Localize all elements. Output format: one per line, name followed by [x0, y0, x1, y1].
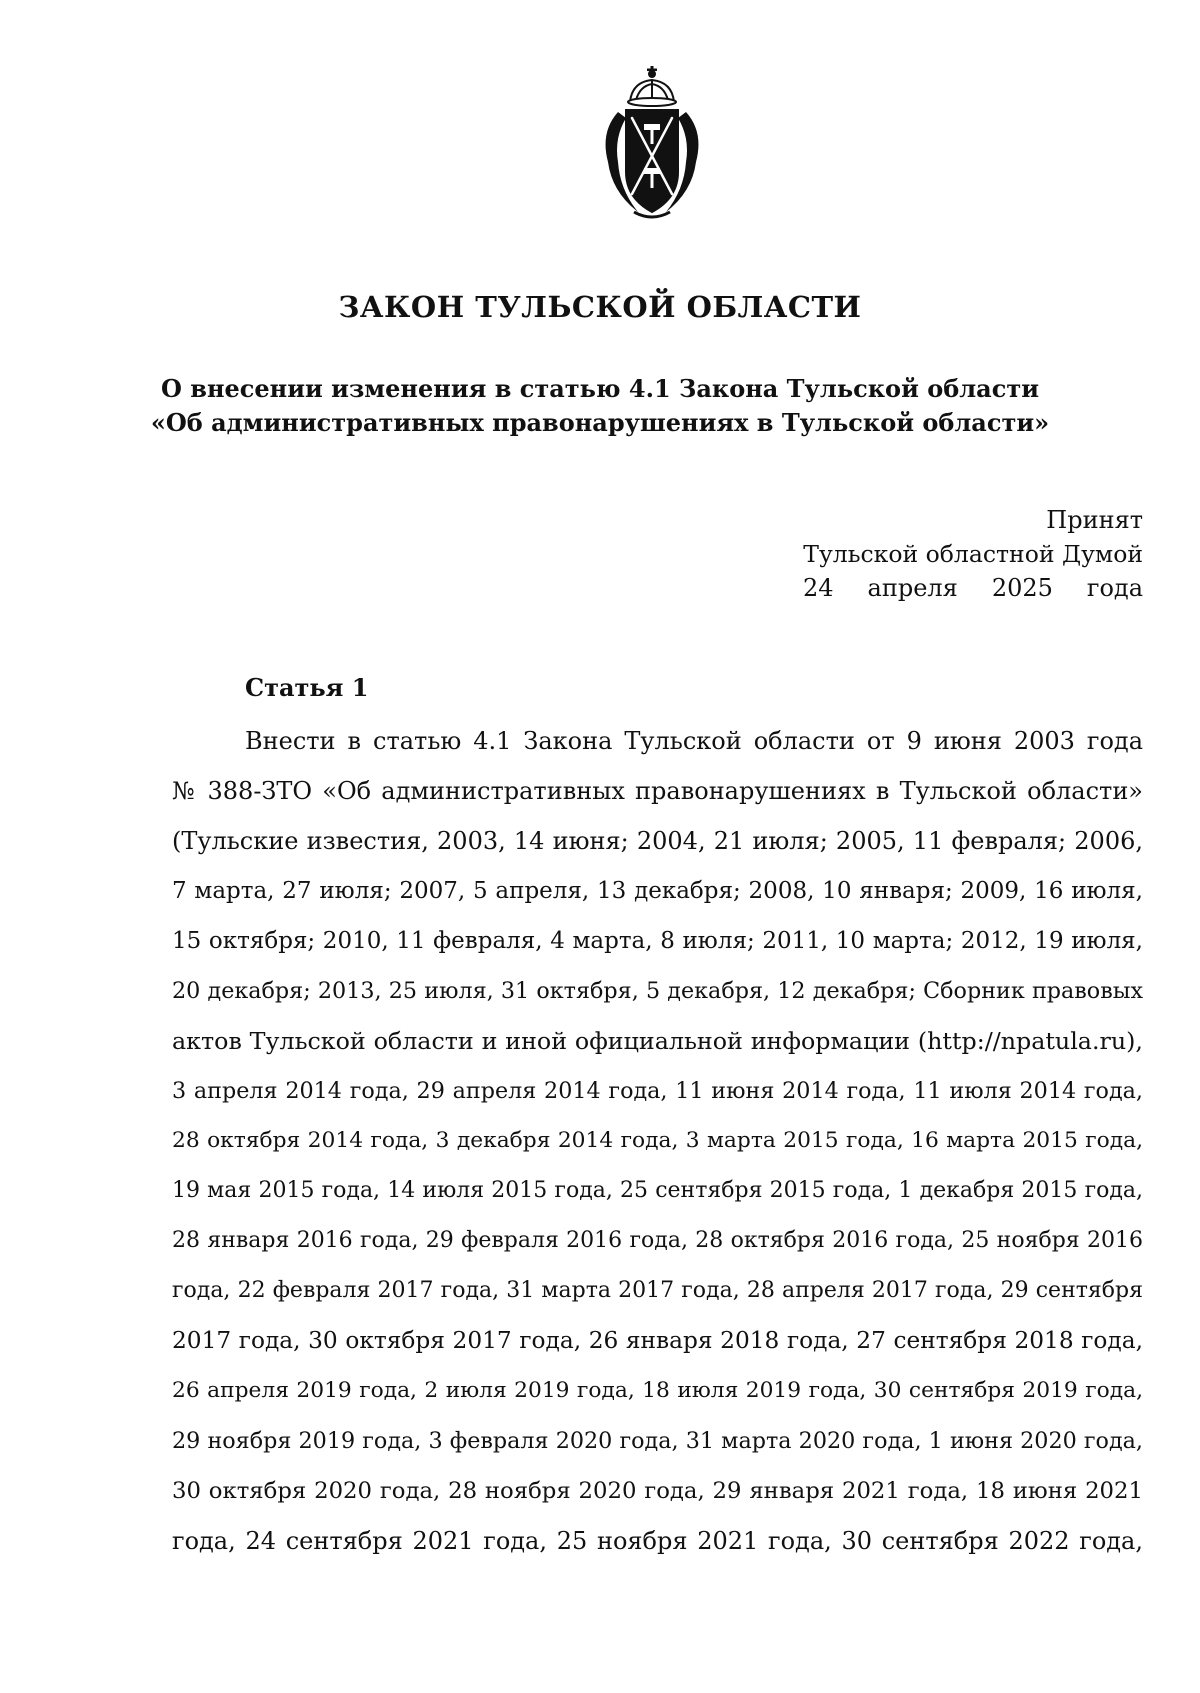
adoption-status: Принят — [1046, 506, 1143, 534]
body-line: 29 ноября 2019 года, 3 февраля 2020 года, 31 марта 2020 года, 1 июня 2020 года, — [172, 1428, 1143, 1454]
adoption-year: 2025 — [991, 574, 1053, 602]
article-body — [172, 716, 1143, 1566]
body-line: года, 24 сентября 2021 года, 25 ноября 2021 года, 30 сентября 2022 года, — [172, 1527, 1143, 1555]
article-heading: Статья 1 — [245, 673, 369, 702]
adoption-date — [803, 571, 1143, 605]
body-line: № 388-ЗТО «Об административных правонарушениях в Тульской области» — [172, 777, 1143, 805]
body-line: 26 апреля 2019 года, 2 июля 2019 года, 18 июля 2019 года, 30 сентября 2019 года, — [172, 1378, 1143, 1403]
body-line: (Тульские известия, 2003, 14 июня; 2004, 21 июля; 2005, 11 февраля; 2006, — [172, 827, 1143, 855]
body-line: Внести в статью 4.1 Закона Тульской области от 9 июня 2003 года — [245, 727, 1143, 755]
adoption-month: апреля — [867, 574, 958, 602]
body-line: 30 октября 2020 года, 28 ноября 2020 года, 29 января 2021 года, 18 июня 2021 — [172, 1478, 1143, 1504]
adoption-body: Тульской областной Думой — [803, 540, 1143, 568]
law-subtitle — [0, 372, 1200, 440]
body-line: 28 января 2016 года, 29 февраля 2016 года, 28 октября 2016 года, 25 ноября 2016 — [172, 1228, 1143, 1253]
adoption-day: 24 — [803, 574, 834, 602]
adoption-year-suffix: года — [1086, 574, 1143, 602]
body-line: 2017 года, 30 октября 2017 года, 26 января 2018 года, 27 сентября 2018 года, — [172, 1327, 1143, 1354]
body-line: 15 октября; 2010, 11 февраля, 4 марта, 8 июля; 2011, 10 марта; 2012, 19 июля, — [172, 928, 1143, 954]
subtitle-line: О внесении изменения в статью 4.1 Закона Тульской области — [161, 374, 1039, 403]
body-line: года, 22 февраля 2017 года, 31 марта 2017 года, 28 апреля 2017 года, 29 сентября — [172, 1278, 1143, 1303]
coat-of-arms-icon — [590, 62, 714, 224]
law-title: ЗАКОН ТУЛЬСКОЙ ОБЛАСТИ — [338, 290, 862, 324]
adoption-block — [803, 503, 1143, 605]
body-line: 20 декабря; 2013, 25 июля, 31 октября, 5 декабря, 12 декабря; Сборник правовых — [172, 978, 1143, 1004]
subtitle-line: «Об административных правонарушениях в Тульской области» — [150, 408, 1050, 437]
body-line: 3 апреля 2014 года, 29 апреля 2014 года, 11 июня 2014 года, 11 июля 2014 года, — [172, 1078, 1143, 1104]
body-line: 28 октября 2014 года, 3 декабря 2014 года, 3 марта 2015 года, 16 марта 2015 года, — [172, 1128, 1143, 1153]
body-line: актов Тульской области и иной официальной информации (http://npatula.ru), — [172, 1027, 1143, 1055]
body-line: 19 мая 2015 года, 14 июля 2015 года, 25 сентября 2015 года, 1 декабря 2015 года, — [172, 1178, 1143, 1203]
body-line: 7 марта, 27 июля; 2007, 5 апреля, 13 декабря; 2008, 10 января; 2009, 16 июля, — [172, 878, 1143, 904]
